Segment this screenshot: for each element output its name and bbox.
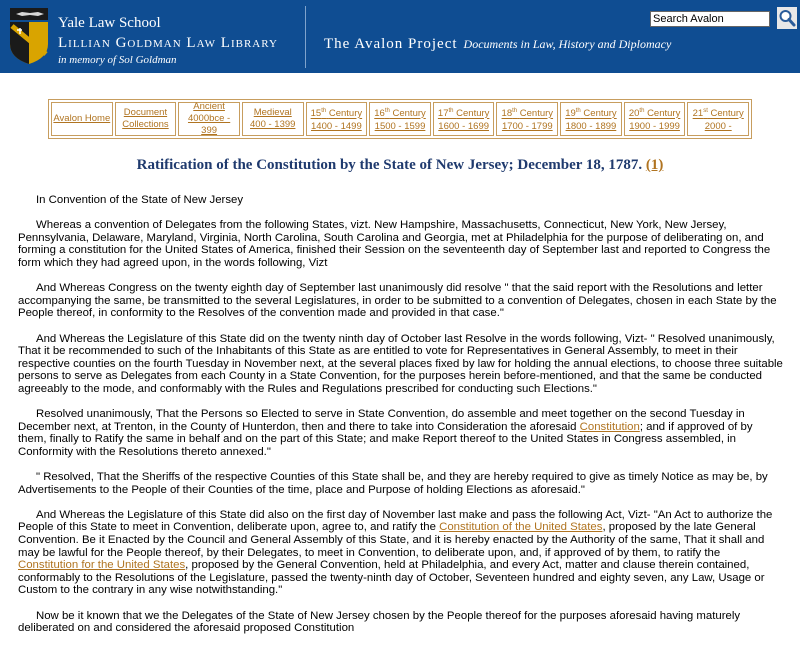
nav-sublabel[interactable]: 1500 - 1599 xyxy=(374,120,426,132)
site-header xyxy=(0,0,800,73)
page-title-text: Ratification of the Constitution by the State of New Jersey; December 18, 1787. xyxy=(136,157,643,173)
nav-ancient[interactable] xyxy=(178,102,240,136)
nav-label[interactable] xyxy=(629,105,681,120)
century-word[interactable]: Century xyxy=(583,108,617,120)
nav-20th-century[interactable] xyxy=(624,102,686,136)
constitution-link[interactable]: Constitution xyxy=(579,420,640,433)
paragraph: Now be it known that we the Delegates of the State of New Jersey chosen by the People thereof for the purposes aforesaid having maturely deliberated on and considered the aforesaid proposed Constitution xyxy=(18,609,741,635)
nav-sublabel[interactable]: Collections xyxy=(122,119,169,130)
document-body xyxy=(18,194,783,647)
nav-17th-century[interactable] xyxy=(433,102,495,136)
century-word[interactable]: Century xyxy=(519,108,554,120)
nav-label[interactable] xyxy=(374,105,426,120)
nav-label[interactable] xyxy=(311,105,363,120)
nav-sublabel[interactable]: 1400 - 1499 xyxy=(311,120,362,132)
century-suffix[interactable]: th xyxy=(384,108,390,115)
paragraph xyxy=(18,509,783,597)
paragraph-text: Resolved unanimously, That the Persons so Elected to serve in State Convention, do assemble and meet together on the second Tuesday in December next, at Trenton, in the County of Hunterdon, then and there to take into Consideration the aforesaid xyxy=(18,408,745,433)
nav-avalon-home[interactable] xyxy=(51,102,113,136)
nav-sublabel[interactable]: 1600 - 1699 xyxy=(438,120,490,132)
century-suffix[interactable]: th xyxy=(512,108,518,115)
paragraph: In Convention of the State of New Jersey xyxy=(36,194,244,206)
constitution-for-united-states-link[interactable]: Constitution for the United States xyxy=(18,559,186,572)
century-suffix[interactable]: th xyxy=(639,108,645,115)
nav-label[interactable] xyxy=(565,105,617,120)
nav-sublabel[interactable]: 2000 - xyxy=(704,120,732,132)
century-number[interactable]: 19 xyxy=(565,108,576,120)
nav-sublabel[interactable]: 1700 - 1799 xyxy=(501,120,553,132)
nav-sublabel[interactable]: 400 - 1399 xyxy=(250,119,296,130)
school-name[interactable]: Yale Law School xyxy=(58,15,161,31)
century-word[interactable]: Century xyxy=(328,108,363,120)
century-number[interactable]: 15 xyxy=(310,108,322,120)
century-word[interactable]: Century xyxy=(456,108,490,120)
yale-law-shield-logo-icon[interactable] xyxy=(8,6,50,66)
nav-19th-century[interactable] xyxy=(560,102,622,136)
header-divider xyxy=(305,6,306,68)
century-number[interactable]: 20 xyxy=(628,108,640,120)
search-input[interactable] xyxy=(650,11,770,27)
paragraph-text: , proposed by the late General Convention. Be it Enacted by the Council and General Assembly of this State, and it is hereby enacted by the Authority of the same, That it shall and may be lawful for the People thereof, by their Delegates, to meet in Convention, to deliberate upon, and, if approved of by them, to ratify the xyxy=(18,521,765,559)
footnote-link[interactable]: (1) xyxy=(645,157,664,173)
paragraph-text: And Whereas the Legislature of this State did also on the first day of November last make and pass the following Act, Vizt- "An Act to authorize the People of this State to meet in Convention, deliberate upon, agree to, and ratify the xyxy=(18,508,773,534)
nav-16th-century[interactable] xyxy=(369,102,431,136)
paragraph: And Whereas the Legislature of this State did on the twenty ninth day of October last Resolve in the words following, Vizt- " Resolved unanimously, That it be recommended to such of the Inhabitants of this State as are entitled to vote for Representatives in General Assembly, to meet in their respective counties on the fourth Tuesday in November next, at the several places fixed by law for holding the annual elections, to choose three suitable persons to serve as Delegates from each County in a State Convention, for the purposes herein before-mentioned, and that the same be conducted agreeably to the mode, and conformably with the Rules and Regulations prescribed for conducting such Elections." xyxy=(18,332,783,395)
nav-label[interactable]: Ancient xyxy=(193,101,225,112)
nav-sublabel[interactable]: 1900 - 1999 xyxy=(629,120,680,132)
nav-document-collections[interactable] xyxy=(115,102,177,136)
page-title xyxy=(0,157,800,174)
constitution-of-united-states-link[interactable]: Constitution of the United States xyxy=(439,521,603,534)
century-word[interactable]: Century xyxy=(392,108,426,120)
project-title[interactable] xyxy=(324,36,671,53)
century-suffix[interactable]: th xyxy=(448,108,454,115)
century-number[interactable]: 18 xyxy=(501,108,513,120)
nav-18th-century[interactable] xyxy=(496,102,558,136)
century-suffix[interactable]: th xyxy=(575,108,581,115)
nav-label[interactable] xyxy=(502,105,554,120)
project-subtitle: Documents in Law, History and Diplomacy xyxy=(463,37,672,51)
paragraph: Whereas a convention of Delegates from the following States, vizt. New Hampshire, Massachusetts, Connecticut, New York, New Jersey, Pennsylvania, Delaware, Maryland, Virginia, North Carolina, South Carolina and Georgia, met at Philadelphia for the purpose of deliberating on, and forming a constitution for the United States of America, finished their Session on the seventeenth day of September last and reported to Congress the form which they had agreed upon, in the words following, Vizt xyxy=(18,219,771,269)
library-name[interactable]: Lillian Goldman Law Library xyxy=(58,35,278,51)
paragraph-text: , proposed by the General Convention, held at Philadelphia, and every Act, matter and clause therein contained, conformably to the Resolutions of the Legislature, passed the twenty-ninth day of October, Seventeen hundred and eighty seven, any Law, Usage or Custom to the contrary in any wise notwithstanding." xyxy=(18,559,765,597)
project-name[interactable]: The Avalon Project xyxy=(324,36,458,52)
paragraph: And Whereas Congress on the twenty eighth day of September last unanimously did resolve " that the said report with the Resolutions and letter accompanying the same, be transmitted to the several Legislatures, in order to be submitted to a convention of Delegates, chosen in each State by the People thereof, in conformity to the Resolves of the convention made and provided in that case." xyxy=(18,282,777,320)
nav-sublabel[interactable]: 4000bce - 399 xyxy=(187,113,231,136)
nav-sublabel[interactable]: 1800 - 1899 xyxy=(565,120,617,132)
century-number[interactable]: 17 xyxy=(437,108,449,120)
nav-label[interactable]: Avalon Home xyxy=(53,113,111,124)
nav-label[interactable] xyxy=(693,105,744,120)
century-word[interactable]: Century xyxy=(647,108,681,120)
century-suffix[interactable]: st xyxy=(703,108,708,115)
nav-21st-century[interactable] xyxy=(687,102,749,136)
nav-label[interactable]: Document xyxy=(123,107,168,118)
century-suffix[interactable]: th xyxy=(321,108,327,115)
century-word[interactable]: Century xyxy=(710,108,744,120)
paragraph-text: ; and if approved of by them, finally to Ratify the same in behalf and on the part of this State; and make Report thereof to the United States in Congress assembled, in Conformity with the Resolutions thereto annexed." xyxy=(18,420,753,458)
century-number[interactable]: 21 xyxy=(692,108,704,120)
paragraph: " Resolved, That the Sheriffs of the respective Counties of this State shall be, and they are hereby required to give as timely Notice as may be, by Advertisements to the People of their Counties of the time, place and Purpose of holding Elections as aforesaid." xyxy=(18,471,768,496)
era-navigation xyxy=(48,99,752,139)
nav-15th-century[interactable] xyxy=(306,102,368,136)
memory-text: in memory of Sol Goldman xyxy=(58,54,177,66)
century-number[interactable]: 16 xyxy=(374,108,385,120)
nav-label[interactable] xyxy=(438,105,490,120)
paragraph xyxy=(18,408,783,458)
nav-medieval[interactable] xyxy=(242,102,304,136)
nav-label[interactable]: Medieval xyxy=(253,107,292,118)
search-magnifier-icon[interactable] xyxy=(777,7,797,29)
